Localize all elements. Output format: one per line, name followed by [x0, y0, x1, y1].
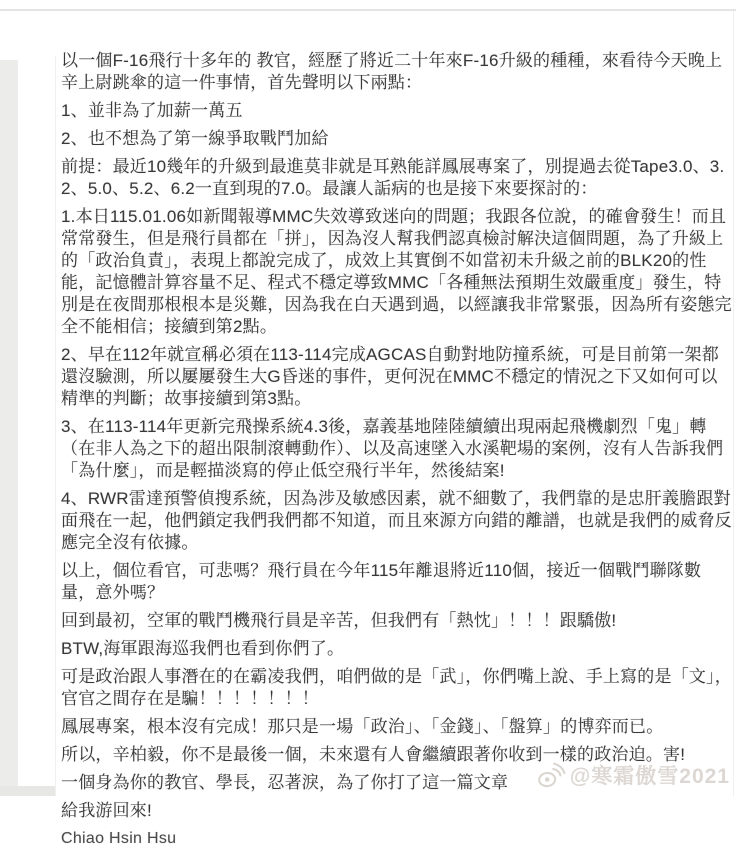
right-edge-line — [733, 11, 734, 796]
post-fengzhan-line: 鳳展專案，根本沒有完成！那只是一場「政治」、「金錢」、「盤算」的博弈而已。 — [61, 717, 664, 736]
post-premise: 前提：最近10幾年的升級到最進莫非就是耳熟能詳鳳展專案了，別提過去從Tape3.0、3.2、5.0、5.2、6.2一直到現的7.0。最讓人詬病的也是接下來要探討的： — [61, 157, 725, 198]
post-hsin-line: 所以，辛柏毅，你不是最後一個，未來還有人會繼續跟著你收到一樣的政治迫。害! — [61, 745, 686, 764]
post-btw-line: BTW,海軍跟海巡我們也看到你們了。 — [61, 639, 345, 658]
post-signature: Chiao Hsin Hsu — [61, 830, 177, 847]
top-divider — [0, 9, 736, 11]
post-pride-line: 回到最初，空軍的戰鬥機飛行員是辛苦，但我們有「熱忱」！！！跟驕傲! — [61, 611, 617, 630]
post-summary: 以上，個位看官，可悲嗎？飛行員在今年115年離退將近110個，接近一個戰鬥聯隊數量，意外嗎？ — [61, 561, 702, 602]
post-issue-4-rwr: 4、RWR雷達預警偵搜系統，因為涉及敏感因素，就不細數了，我們靠的是忠肝義膽跟對面飛在一起，他們鎖定我們我們都不知道，而且來源方向錯的離譜，也就是我們的威脅反應完全沒有依據。 — [61, 489, 732, 552]
watermark — [535, 760, 730, 790]
post-point-1: 1、並非為了加薪一萬五 — [61, 101, 243, 120]
post-instructor-line: 一個身為你的教官、學長，忍著淚，為了你打了這一篇文章 — [61, 773, 509, 792]
post-issue-3-flcs: 3、在113-114年更新完飛操系統4.3後，嘉義基地陸陸續續出現兩起飛機劇烈「鬼」轉（在非人為之下的超出限制滾轉動作）、以及高速墜入水溪靶場的案例，沒有人告訴我們「為什麼」，而是輕描淡寫的停止低空飛行半年，然後結案! — [61, 417, 724, 480]
left-gutter — [0, 60, 18, 796]
post-body — [61, 50, 733, 856]
post-swim-back-line: 給我游回來! — [61, 801, 152, 820]
post-point-2: 2、也不想為了第一線爭取戰鬥加給 — [61, 129, 329, 148]
watermark-handle: @寒霜傲雪2021 — [569, 765, 730, 788]
bottom-left-patch — [0, 786, 55, 796]
post-politics-line: 可是政治跟人事潛在的在霸凌我們，咱們做的是「武」，你們嘴上說、手上寫的是「文」，官官之間存在是騙！！！！！！！ — [61, 667, 732, 708]
content-left-border — [55, 56, 56, 796]
post-issue-1-mmc: 1.本日115.01.06如新聞報導MMC失效導致迷向的問題；我跟各位說，的確會發生！而且常常發生，但是飛行員都在「拼」，因為沒人幫我們認真檢討解決這個問題，為了升級上的「政治負責」，表現上都說完成了，成效上其實倒不如當初未升級之前的BLK20的性能，記憶體計算容量不足、程式不穩定導致MMC「各種無法預期生效嚴重度」發生，特別是在夜間那根根本是災難，因為我在白天遇到過，以經讓我非常緊張，因為所有姿態完全不能相信；接續到第2點。 — [61, 207, 732, 336]
post-issue-2-agcas: 2、早在112年就宣稱必須在113-114完成AGCAS自動對地防撞系統，可是目前第一架都還沒驗測，所以屢屢發生大G昏迷的事件，更何況在MMC不穩定的情況之下又如何可以精準的判斷；故事接續到第3點。 — [61, 345, 719, 408]
post-intro: 以一個F-16飛行十多年的 教官，經歷了將近二十年來F-16升級的種種，來看待今天晚上辛上尉跳傘的這一件事情，首先聲明以下兩點： — [61, 51, 723, 92]
weibo-logo-icon — [533, 759, 566, 792]
